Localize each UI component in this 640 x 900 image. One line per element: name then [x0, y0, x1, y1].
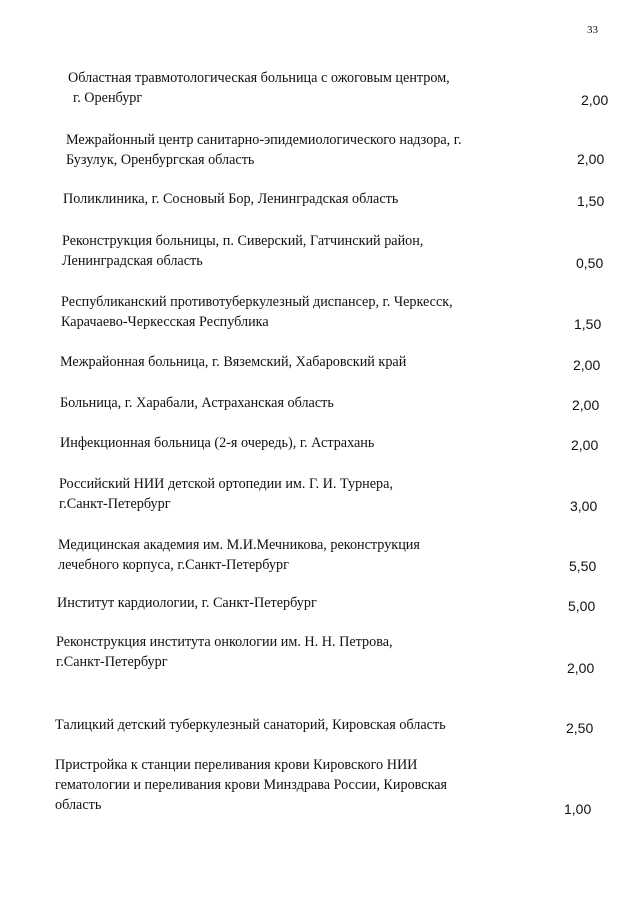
entry-line: Областная травмотологическая больница с ожоговым центром,	[68, 70, 450, 86]
entry-line: область	[55, 797, 102, 813]
page-number: 33	[587, 24, 598, 36]
entry-description	[55, 755, 447, 815]
entry-value: 2,00	[567, 660, 595, 676]
entry-value: 5,00	[568, 598, 596, 614]
entry-description	[61, 292, 453, 332]
entry-value: 1,00	[564, 801, 592, 817]
entry-description	[58, 535, 420, 575]
entry-description	[60, 393, 334, 413]
entry-description	[68, 68, 450, 108]
entry-description	[57, 593, 317, 613]
entry-description	[60, 433, 374, 453]
entry-value: 0,50	[576, 255, 604, 271]
entry-value: 2,00	[571, 437, 599, 453]
entry-line: Институт кардиологии, г. Санкт-Петербург	[57, 595, 317, 611]
entry-value: 5,50	[569, 558, 597, 574]
entry-line: Бузулук, Оренбургская область	[66, 152, 255, 168]
entry-line: Реконструкция больницы, п. Сиверский, Гатчинский район,	[62, 233, 424, 249]
entry-line: г. Оренбург	[73, 90, 143, 106]
entry-line: г.Санкт-Петербург	[59, 496, 171, 512]
entry-line: Российский НИИ детской ортопедии им. Г. И. Турнера,	[59, 476, 393, 492]
entry-line: г.Санкт-Петербург	[56, 654, 168, 670]
entry-description	[62, 231, 423, 271]
entry-value: 3,00	[570, 498, 598, 514]
entry-line: Реконструкция института онкологии им. Н. Н. Петрова,	[56, 634, 393, 650]
entry-line: гематологии и переливания крови Минздрава России, Кировская	[55, 777, 448, 793]
entry-value: 2,00	[573, 357, 601, 373]
entry-line: Больница, г. Харабали, Астраханская область	[60, 395, 334, 411]
entry-description	[56, 632, 393, 672]
entry-description	[59, 474, 393, 514]
entry-description	[66, 130, 462, 170]
entry-value: 1,50	[577, 193, 605, 209]
entry-line: Медицинская академия им. М.И.Мечникова, реконструкция	[58, 537, 420, 553]
entry-line: Инфекционная больница (2-я очередь), г. Астрахань	[60, 435, 375, 451]
entry-line: Поликлиника, г. Сосновый Бор, Ленинградская область	[63, 191, 399, 207]
entry-value: 2,00	[581, 92, 609, 108]
entry-line: Ленинградская область	[62, 253, 203, 269]
entry-line: лечебного корпуса, г.Санкт-Петербург	[58, 557, 289, 573]
entry-description	[55, 715, 446, 735]
entry-description	[60, 352, 406, 372]
entry-value: 2,00	[572, 397, 600, 413]
entry-line: Межрайонная больница, г. Вяземский, Хабаровский край	[60, 354, 407, 370]
entry-line: Республиканский противотуберкулезный диспансер, г. Черкесск,	[61, 294, 453, 310]
entry-value: 2,50	[566, 720, 594, 736]
entry-value: 2,00	[577, 151, 605, 167]
entry-line: Межрайонный центр санитарно-эпидемиологического надзора, г.	[66, 132, 462, 148]
entry-line: Талицкий детский туберкулезный санаторий, Кировская область	[55, 717, 446, 733]
entry-description	[63, 189, 398, 209]
entry-line: Карачаево-Черкесская Республика	[61, 314, 269, 330]
entry-value: 1,50	[574, 316, 602, 332]
entry-line: Пристройка к станции переливания крови Кировского НИИ	[55, 757, 418, 773]
